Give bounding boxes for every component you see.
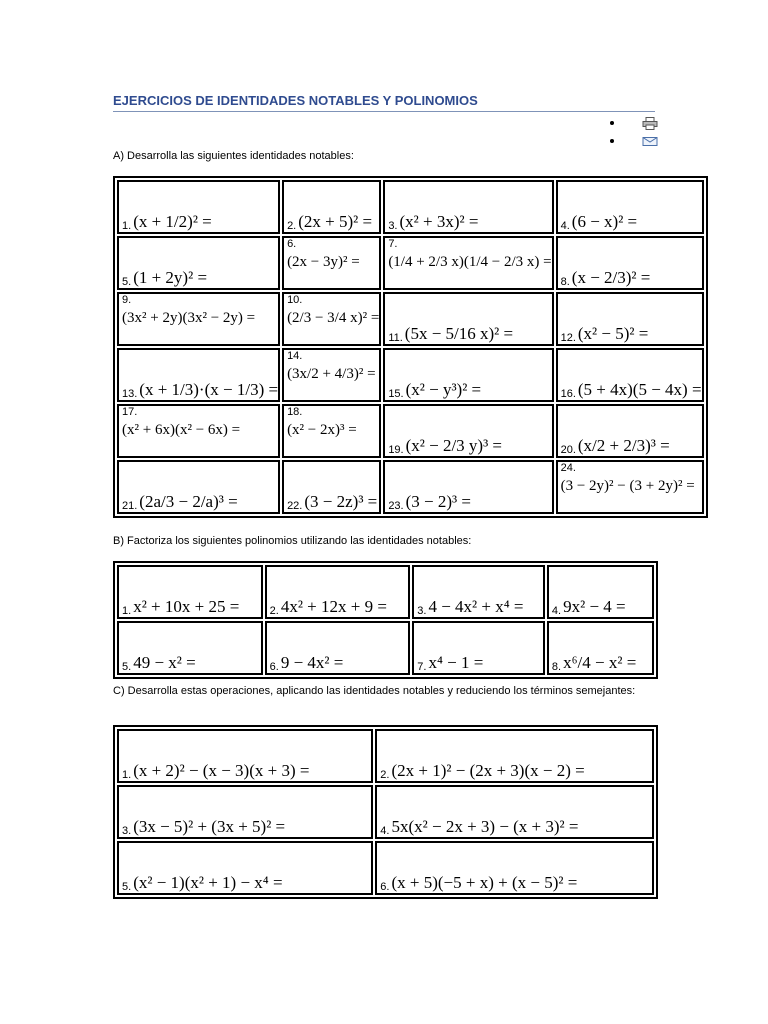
exercise-cell <box>265 621 411 675</box>
exercise <box>122 623 261 673</box>
exercise-expression: x⁴ − 1 = <box>428 653 484 672</box>
exercise-expression: (x + 5)(−5 + x) + (x − 5)² = <box>391 873 578 892</box>
exercise-expression: (3 − 2)³ = <box>405 492 471 511</box>
exercise-number: 4. <box>560 220 570 232</box>
exercise-cell <box>117 841 373 895</box>
exercise <box>122 406 278 456</box>
table-row <box>117 460 704 514</box>
exercise-expression: (x² − y³)² = <box>405 380 482 399</box>
email-icon[interactable] <box>642 135 658 148</box>
table-row <box>117 292 704 346</box>
exercise <box>122 567 261 617</box>
exercise <box>122 350 278 400</box>
exercise-number: 6. <box>287 238 297 250</box>
exercise-expression: (x + 2)² − (x − 3)(x + 3) = <box>133 761 310 780</box>
exercise-cell <box>383 236 553 290</box>
exercise-number: 11. <box>388 332 403 344</box>
exercise-expression: (x + 1/3)·(x − 1/3) = <box>139 380 279 399</box>
exercise <box>388 350 551 400</box>
exercise-expression: (x² − 2x)³ = <box>287 422 357 438</box>
exercise-cell <box>117 460 280 514</box>
exercise-number: 4. <box>551 605 562 617</box>
exercise <box>287 406 379 456</box>
exercise-cell <box>383 292 553 346</box>
exercise-cell <box>282 292 381 346</box>
exercise-number: 3. <box>388 220 398 232</box>
exercise-expression: (2x − 3y)² = <box>287 254 360 270</box>
exercise-cell <box>117 785 373 839</box>
table-row <box>117 729 654 783</box>
exercise-expression: (3 − 2z)³ = <box>304 492 378 511</box>
exercise-number: 3. <box>417 605 427 617</box>
exercise-number: 5. <box>122 661 132 673</box>
exercise <box>270 567 409 617</box>
exercise-number: 19. <box>388 444 404 456</box>
exercise-cell <box>547 565 654 619</box>
exercise-number: 1. <box>122 605 132 617</box>
exercise-expression: (5 + 4x)(5 − 4x) = <box>577 380 702 399</box>
page-title: EJERCICIOS DE IDENTIDADES NOTABLES Y POLINOMIOS <box>113 93 655 112</box>
exercise-expression: 9 − 4x² = <box>280 653 344 672</box>
exercise-cell <box>282 236 381 290</box>
exercise-number: 7. <box>388 238 398 250</box>
exercise-cell <box>383 180 553 234</box>
exercise-expression: (3x − 5)² + (3x + 5)² = <box>133 817 286 836</box>
exercise-expression: (x² − 5)² = <box>577 324 649 343</box>
exercise-expression: (x − 2/3)² = <box>571 268 651 287</box>
exercise-number: 23. <box>388 500 404 512</box>
exercise <box>380 843 652 893</box>
bullet-icon <box>610 139 614 143</box>
exercise-number: 4. <box>380 825 390 837</box>
exercise-cell <box>117 348 280 402</box>
exercise <box>287 294 379 344</box>
exercise-cell <box>556 460 704 514</box>
exercise-cell <box>117 292 280 346</box>
exercise-number: 10. <box>287 294 303 306</box>
exercise-number: 18. <box>287 406 303 418</box>
exercise-cell <box>556 292 704 346</box>
exercise-cell <box>375 841 654 895</box>
exercise-expression: (5x − 5/16 x)² = <box>404 324 514 343</box>
exercise <box>122 238 278 288</box>
exercise-expression: (2a/3 − 2/a)³ = <box>139 492 238 511</box>
exercise-expression: (3x/2 + 4/3)² = <box>287 366 376 382</box>
exercise <box>122 462 278 512</box>
exercise-cell <box>117 180 280 234</box>
exercise <box>270 623 409 673</box>
exercise-number: 20. <box>560 444 576 456</box>
exercise-number: 22. <box>287 500 303 512</box>
exercise-expression: 5x(x² − 2x + 3) − (x + 3)² = <box>391 817 579 836</box>
section-c-label: C) Desarrolla estas operaciones, aplicando las identidades notables y reduciendo los términos semejantes: <box>113 685 636 697</box>
exercise-number: 2. <box>287 220 297 232</box>
exercise-cell <box>117 236 280 290</box>
exercise <box>417 623 543 673</box>
exercise-cell <box>375 785 654 839</box>
table-row <box>117 180 704 234</box>
print-item[interactable] <box>608 114 658 132</box>
section-a-label: A) Desarrolla las siguientes identidades notables: <box>113 150 354 162</box>
section-a-table <box>113 176 708 518</box>
exercise-number: 16. <box>560 388 576 400</box>
exercise <box>380 731 652 781</box>
exercise <box>552 567 652 617</box>
exercise <box>122 843 371 893</box>
exercise-number: 12. <box>560 332 576 344</box>
exercise-cell <box>556 404 704 458</box>
exercise-expression: (x² − 1)(x² + 1) − x⁴ = <box>133 873 283 892</box>
exercise-expression: (3 − 2y)² − (3 + 2y)² = <box>560 478 695 494</box>
exercise <box>388 294 551 344</box>
exercise <box>388 462 551 512</box>
exercise-expression: (x² − 2/3 y)³ = <box>405 436 503 455</box>
exercise <box>417 567 543 617</box>
exercise-number: 15. <box>388 388 404 400</box>
exercise <box>388 238 551 288</box>
exercise-number: 6. <box>380 881 390 893</box>
exercise-cell <box>556 236 704 290</box>
exercise-cell <box>265 565 411 619</box>
exercise-expression: (x² + 6x)(x² − 6x) = <box>122 422 241 438</box>
exercise-cell <box>117 621 263 675</box>
table-row <box>117 621 654 675</box>
exercise <box>287 238 379 288</box>
exercise-expression: (x² + 3x)² = <box>399 212 479 231</box>
exercise-expression: 4 − 4x² + x⁴ = <box>428 597 524 616</box>
exercise-number: 3. <box>122 825 132 837</box>
exercise-expression: (6 − x)² = <box>571 212 638 231</box>
exercise-cell <box>117 404 280 458</box>
exercise <box>561 406 702 456</box>
exercise <box>561 294 702 344</box>
exercise <box>122 182 278 232</box>
exercise-number: 9. <box>122 294 132 306</box>
exercise-expression: 4x² + 12x + 9 = <box>280 597 387 616</box>
exercise <box>122 294 278 344</box>
exercise-expression: (x/2 + 2/3)³ = <box>577 436 670 455</box>
exercise-expression: (x + 1/2)² = <box>133 212 212 231</box>
exercise-cell <box>282 180 381 234</box>
printer-icon[interactable] <box>642 117 658 130</box>
exercise <box>287 462 379 512</box>
section-c-table <box>113 725 658 899</box>
exercise-cell <box>383 460 553 514</box>
exercise-cell <box>375 729 654 783</box>
toolbar <box>608 114 658 150</box>
exercise-number: 13. <box>122 388 138 400</box>
table-row <box>117 785 654 839</box>
exercise <box>287 182 379 232</box>
exercise-cell <box>282 460 381 514</box>
exercise-expression: (2x + 1)² − (2x + 3)(x − 2) = <box>391 761 585 780</box>
exercise-number: 5. <box>122 881 132 893</box>
exercise-cell <box>556 180 704 234</box>
exercise-cell <box>412 621 545 675</box>
exercise <box>561 462 702 512</box>
exercise-expression: x⁶/4 − x² = <box>563 653 637 672</box>
exercise <box>287 350 379 400</box>
exercise-number: 24. <box>560 462 576 474</box>
exercise-number: 6. <box>269 661 279 673</box>
table-row <box>117 841 654 895</box>
exercise <box>561 182 702 232</box>
exercise-cell <box>117 729 373 783</box>
exercise-number: 2. <box>269 605 279 617</box>
exercise-number: 8. <box>551 661 562 673</box>
exercise-number: 1. <box>122 220 132 232</box>
section-b-table <box>113 561 658 679</box>
section-b-label: B) Factoriza los siguientes polinomios utilizando las identidades notables: <box>113 535 472 547</box>
exercise-number: 2. <box>380 769 390 781</box>
exercise-number: 8. <box>560 276 570 288</box>
exercise <box>552 623 652 673</box>
exercise-cell <box>117 565 263 619</box>
exercise-expression: 9x² − 4 = <box>563 597 626 616</box>
exercise-expression: (1 + 2y)² = <box>133 268 208 287</box>
exercise-number: 5. <box>122 276 132 288</box>
exercise-number: 21. <box>122 500 138 512</box>
email-item[interactable] <box>608 132 658 150</box>
exercise-expression: (2x + 5)² = <box>298 212 373 231</box>
exercise-expression: x² + 10x + 25 = <box>133 597 240 616</box>
exercise <box>122 787 371 837</box>
exercise <box>561 238 702 288</box>
exercise-cell <box>383 348 553 402</box>
exercise-cell <box>547 621 654 675</box>
exercise-expression: (3x² + 2y)(3x² − 2y) = <box>122 310 256 326</box>
exercise <box>388 406 551 456</box>
exercise-number: 17. <box>122 406 138 418</box>
exercise <box>561 350 702 400</box>
exercise-cell <box>282 404 381 458</box>
exercise-cell <box>556 348 704 402</box>
exercise-number: 1. <box>122 769 132 781</box>
exercise <box>388 182 551 232</box>
table-row <box>117 565 654 619</box>
exercise-expression: 49 − x² = <box>133 653 196 672</box>
exercise-cell <box>282 348 381 402</box>
exercise-expression: (2/3 − 3/4 x)² = <box>287 310 380 326</box>
table-row <box>117 404 704 458</box>
exercise-number: 14. <box>287 350 303 362</box>
table-row <box>117 236 704 290</box>
bullet-icon <box>610 121 614 125</box>
exercise-expression: (1/4 + 2/3 x)(1/4 − 2/3 x) = <box>388 254 552 270</box>
exercise <box>380 787 652 837</box>
exercise-number: 7. <box>417 661 427 673</box>
table-row <box>117 348 704 402</box>
exercise <box>122 731 371 781</box>
exercise-cell <box>412 565 545 619</box>
exercise-cell <box>383 404 553 458</box>
